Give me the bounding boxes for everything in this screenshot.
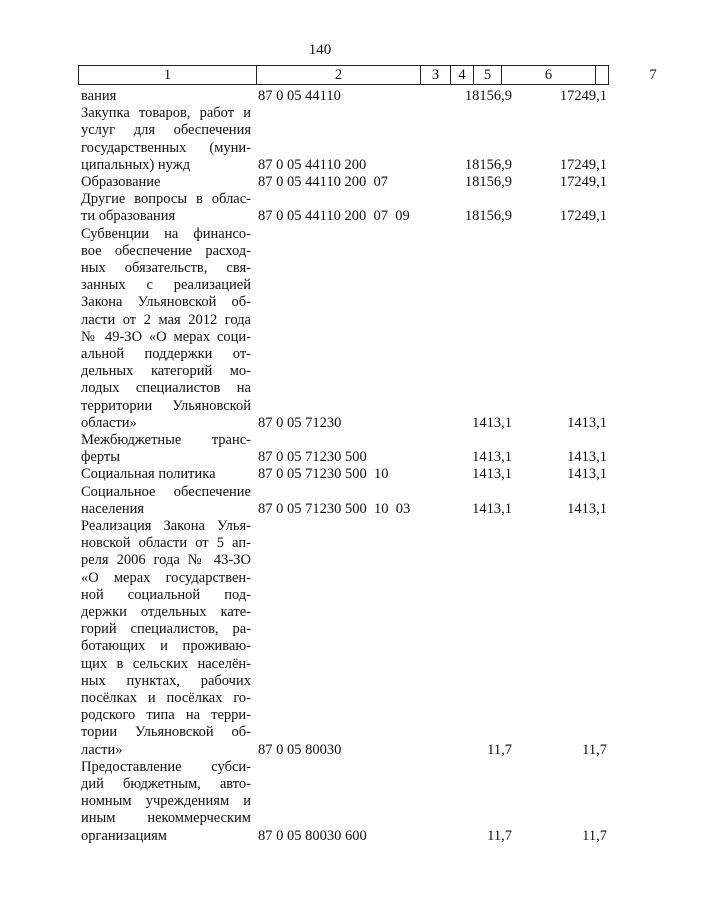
row-value-col6: 1413,1 [472, 449, 512, 466]
header-col-6: 6 [502, 66, 596, 84]
row-value-col7: 17249,1 [559, 156, 607, 173]
description-line: населения [81, 500, 145, 517]
description-line: ципальных) нужд [81, 156, 191, 173]
row-value-col6: 1413,1 [472, 500, 512, 517]
row-value-col6: 11,7 [487, 827, 512, 844]
description-line: вания [81, 88, 117, 104]
row-value-col7: 11,7 [582, 827, 607, 844]
description-line: государственных (муни- [81, 139, 251, 156]
row-code: 87 0 05 71230 500 10 03 [258, 500, 411, 517]
table-row [0, 174, 640, 191]
row-value-col6: 18156,9 [464, 87, 512, 104]
row-value-col6: 1413,1 [472, 466, 512, 483]
row-value-col7: 17249,1 [559, 173, 607, 190]
row-value-col7: 1413,1 [567, 449, 607, 466]
row-value-col7: 11,7 [582, 741, 607, 758]
row-value-col6: 18156,9 [464, 173, 512, 190]
description-line: горий специалистов, ра- [81, 621, 251, 638]
row-code: 87 0 05 44110 [258, 87, 341, 104]
header-col-5: 5 [474, 66, 502, 84]
description-line: ных пунктах, рабочих [81, 672, 251, 689]
table-header [78, 65, 657, 85]
description-line: «О мерах государствен- [81, 569, 251, 586]
description-line: реля 2006 года № 43-ЗО [81, 552, 251, 569]
table-row [0, 88, 640, 105]
row-code: 87 0 05 71230 500 [258, 449, 367, 466]
row-value-col6: 11,7 [487, 741, 512, 758]
description-line: ласти» [81, 741, 123, 758]
description-line: новской области от 5 ап- [81, 535, 251, 552]
description-line: Образование [81, 174, 161, 190]
description-line: области» [81, 414, 137, 431]
row-value-col6: 18156,9 [464, 208, 512, 225]
row-value-col7: 17249,1 [559, 208, 607, 225]
description-line: Реализация Закона Улья- [81, 518, 251, 534]
row-description [81, 226, 251, 432]
row-description [81, 759, 251, 845]
description-line: номным учреждениям и [81, 793, 251, 810]
header-col-3: 3 [421, 66, 451, 84]
description-line: альной поддержки от- [81, 346, 251, 363]
description-line: Социальная политика [81, 466, 216, 483]
row-description [81, 191, 251, 225]
row-code: 87 0 05 71230 500 10 [258, 466, 389, 483]
row-value-col7: 1413,1 [567, 466, 607, 483]
description-line: лодых специалистов на [81, 380, 251, 397]
description-line: вое обеспечение расход- [81, 242, 251, 259]
description-line: Социальное обеспечение [81, 483, 251, 500]
row-value-col6: 1413,1 [472, 414, 512, 431]
description-line: тории Ульяновской об- [81, 724, 251, 741]
description-line: организациям [81, 827, 167, 844]
table-row [0, 226, 640, 432]
description-line: ти образования [81, 208, 176, 225]
row-value-col7: 1413,1 [567, 500, 607, 517]
table-row [0, 105, 640, 174]
row-code: 87 0 05 71230 [258, 414, 342, 431]
description-line: родского типа на терри- [81, 707, 251, 724]
description-line: занных с реализацией [81, 277, 251, 294]
description-line: услуг для обеспечения [81, 122, 251, 139]
row-code: 87 0 05 80030 [258, 741, 342, 758]
table-row [0, 518, 640, 759]
table-row [0, 484, 640, 518]
row-description [81, 484, 251, 518]
description-line: Предоставление субси- [81, 758, 251, 775]
header-col-2: 2 [257, 66, 421, 84]
description-line: щих в сельских населён- [81, 655, 251, 672]
description-line: посёлках и посёлках го- [81, 690, 251, 707]
description-line: иным некоммерческим [81, 810, 251, 827]
description-line: Закупка товаров, работ и [81, 105, 251, 122]
row-description [81, 466, 251, 483]
table-row [0, 466, 640, 483]
header-col-4: 4 [451, 66, 474, 84]
row-description [81, 88, 251, 105]
description-line: ферты [81, 449, 120, 466]
row-code: 87 0 05 44110 200 07 09 [258, 208, 410, 225]
row-description [81, 518, 251, 759]
table-row [0, 191, 640, 225]
description-line: № 49-ЗО «О мерах соци- [81, 328, 251, 345]
row-value-col7: 17249,1 [559, 87, 607, 104]
row-code: 87 0 05 80030 600 [258, 827, 367, 844]
row-value-col7: 1413,1 [567, 414, 607, 431]
description-line: Межбюджетные транс- [81, 432, 251, 448]
row-description [81, 432, 251, 466]
row-description [81, 105, 251, 174]
row-description [81, 174, 251, 191]
description-line: дельных категорий мо- [81, 363, 251, 380]
description-line: территории Ульяновской [81, 397, 251, 414]
description-line: Закона Ульяновской об- [81, 294, 251, 311]
description-line: ных обязательств, свя- [81, 260, 251, 276]
header-col-1: 1 [79, 66, 257, 84]
table-row [0, 759, 640, 845]
row-code: 87 0 05 44110 200 07 [258, 173, 388, 190]
description-line: ласти от 2 мая 2012 года [81, 311, 251, 328]
description-line: держки отдельных кате- [81, 604, 251, 621]
description-line: ботающих и проживаю- [81, 638, 251, 655]
table-row [0, 432, 640, 466]
row-code: 87 0 05 44110 200 [258, 156, 367, 173]
description-line: Субвенции на финансо- [81, 225, 251, 242]
description-line: Другие вопросы в облас- [81, 191, 251, 208]
description-line: дий бюджетным, авто- [81, 776, 251, 792]
row-value-col6: 18156,9 [464, 156, 512, 173]
header-col-7: 7 [649, 67, 657, 83]
page-number: 140 [308, 42, 332, 58]
description-line: ной социальной под- [81, 586, 251, 603]
